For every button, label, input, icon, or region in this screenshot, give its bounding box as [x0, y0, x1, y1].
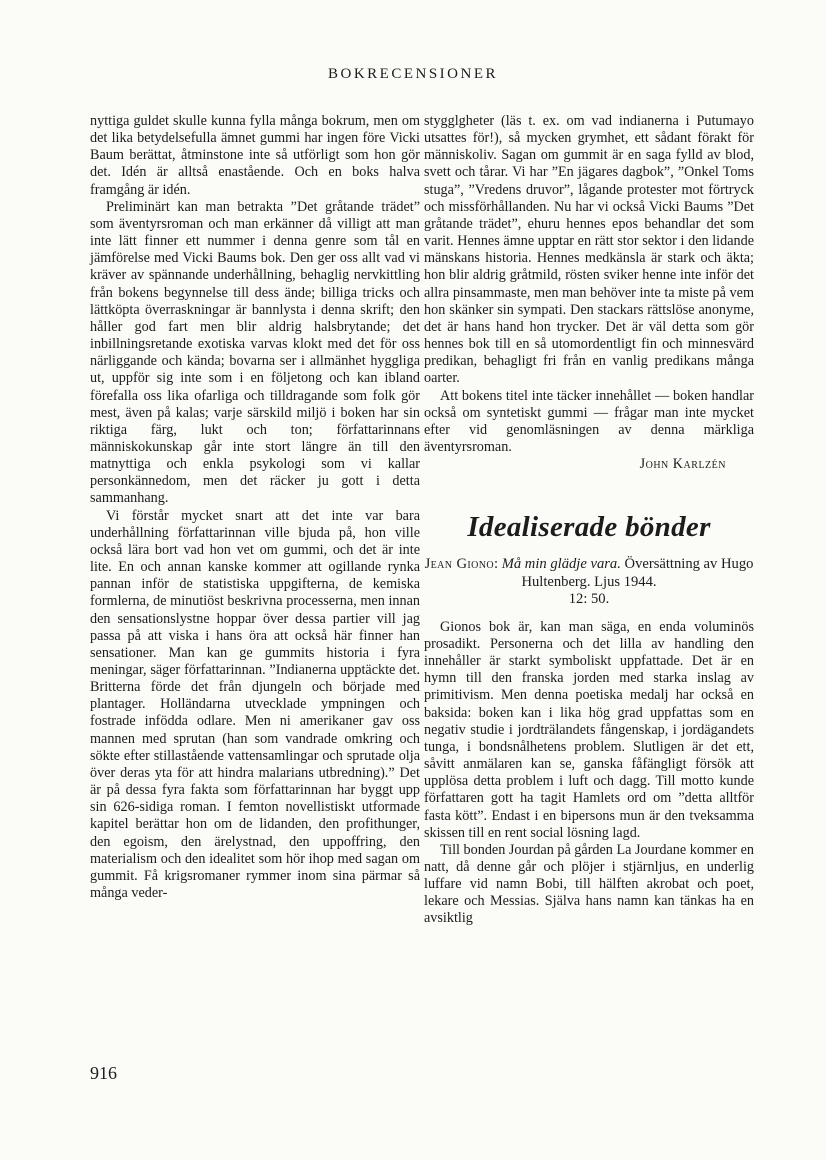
book-price: 12: 50. [568, 591, 610, 608]
right-paragraph-continuation: stygglgheter (läs t. ex. om vad indianerna i Putumayo utsattes för!), så mycken grymhet, ett sådant förakt för människoliv. Sagan om gummit är en saga fylld av blod, svett och tårar. Vi har ”En jägares dagbok”, ”Onkel Toms stuga”, ”Vredens druvor”, lågande protester mot förtryck och missförhållanden. Nu har vi också Vicki Baums ”Det gråtande trädet”, ehuru hennes epos behandlar det som varit. Hennes ämne upptar en rätt stor sektor i den lidande mänskans historia. Hennes medkänsla är stark och äkta; hon blir aldrig gråtmild, rösten sviker henne inte inför det allra pinsammaste, men man behöver inte ta miste på vem hon skänker sin sympati. Den stackars rättslöse anonyme, det är hans hand hon trycker. Det är väl detta som gör hennes bok till en så utomordentligt fin och minnesvärd predikan, behagligt fri från en vanlig predikans många oarter. [424, 113, 754, 387]
left-paragraph-preliminary: Preliminärt kan man betrakta ”Det gråtande trädet” som äventyrsroman och man erkänner då villigt att man inte lätt finner ett nummer i denna genre som tål en jämförelse med Vicki Baums bok. Den ger oss allt vad vi kräver av spännande underhållning, behaglig nervkittling från bokens begynnelse till dess ände; billiga tricks och lättköpta överraskningar är bannlysta i denna skrift; den håller god fart men blir aldrig halsbrytande; det inbillningsretande exotiska varvas klokt med det för oss närliggande och kända; bovarna ser i allmänhet hyggliga ut, uppför sig inte som i en följetong och kan ibland förefalla oss lika ofarliga och tilldragande som folk gör mest, även på kalas; varje särskild miljö i boken har sin riktiga färg, lukt och ton; författarinnans människokunskap går inte stort längre än till den matnyttiga och enkla psykologi som vi kallar personkännedom, men det räcker ju gott i detta sammanhang. [90, 198, 420, 507]
book-details: Översättning av Hugo Hultenberg. Ljus 1944. [521, 556, 754, 590]
review-paragraph-2: Till bonden Jourdan på gården La Jourdane kommer en natt, då denne går och plöjer i stjärnljus, en underlig luffare vid namn Bobi, till hälften akrobat och poet, lekare och Messias. Själva hans namn kan tänkas ha en avsiktlig [424, 841, 754, 927]
book-title: Må min glädje vara. [501, 556, 621, 573]
left-paragraph-rubber-history: Vi förstår mycket snart att det inte var bara underhållning författarinnan ville bjuda på, hon ville också lära bort vad hon vet om gummi, och det är inte lite. En och annan kanske kommer att ogillande rynka pannan inför de statistiska uppgifterna, de kemiska formlerna, de minutiöst beskrivna processerna, men innan den sensationslystne hoppar över dessa partier vill jag passa på att viska i hans öra att också här finner han sensationer. Man kan ge gummits historia i fyra meningar, säger författarinnan. ”Indianerna upptäckte det. Britterna förde det från djungeln och började med plantager. Holländarna utvecklade ympningen och fostrade infödda odlare. Men ni amerikaner gav oss mannen med sprutan (han som vandrade omkring och sökte efter stillastående vattensamlingar och sprutade olja över deras yta för att hindra malarians utbredning).” Det är på dessa fyra fakta som författarinnan har byggt upp sin 626-sidiga roman. I femton novellistiskt utformade kapitel berättar hon om de lidanden, den profithunger, den egoism, den ärelystnad, den uppoffring, den materialism och den idealitet som hör ihop med sagan om gummit. Få krigsromaner rymmer inom sina pärmar så många veder- [90, 507, 420, 902]
review-paragraph-1: Gionos bok är, kan man säga, en enda voluminös prosadikt. Personerna och det lilla av handling den innehåller är starkt symboliskt uppfattade. Det är en hymn till den franska jorden med starka inslag av primitivism. Men denna poetiska medalj har också en baksida: boken kan i lika hög grad uppfattas som en negativ studie i jordträlandets fångenskap, i jordägandets tunga, i bondsnålhetens problem. Slutligen är det ett, såvitt anmälaren kan se, ganska fåfängligt försök att upplösa detta problem i luft och dagg. Till motto kunde författaren gott ha tagit Hamlets ord om ”detta alltför fasta kött”. Endast i en bipersons mun är den tveksamma skissen till en rent social lösning lagd. [424, 618, 754, 841]
running-head: BOKRECENSIONER [327, 66, 498, 82]
reviewer-signature: John Karlzén [639, 456, 726, 473]
review-title: Idealiserade bönder [467, 511, 711, 544]
page-number: 916 [90, 1063, 117, 1083]
bibliographic-entry [424, 556, 754, 609]
book-author: Jean Giono [424, 556, 494, 573]
left-paragraph-continuation: nyttiga guldet skulle kunna fylla många bokrum, men om det lika betydelsefulla ämnet gummi har ingen före Vicki Baum berättat, åtminstone inte så utförligt som hon gör det. Idén är alltså enastående. Och en boks halva framgång är idén. [90, 113, 420, 198]
bib-separator: : [494, 556, 502, 573]
right-paragraph-title-note: Att bokens titel inte täcker innehållet — boken handlar också om syntetiskt gummi — frågar man inte mycket efter vid genomläsningen av denna märkliga äventyrsroman. [424, 387, 754, 455]
left-column [90, 113, 420, 902]
right-column [424, 113, 754, 928]
